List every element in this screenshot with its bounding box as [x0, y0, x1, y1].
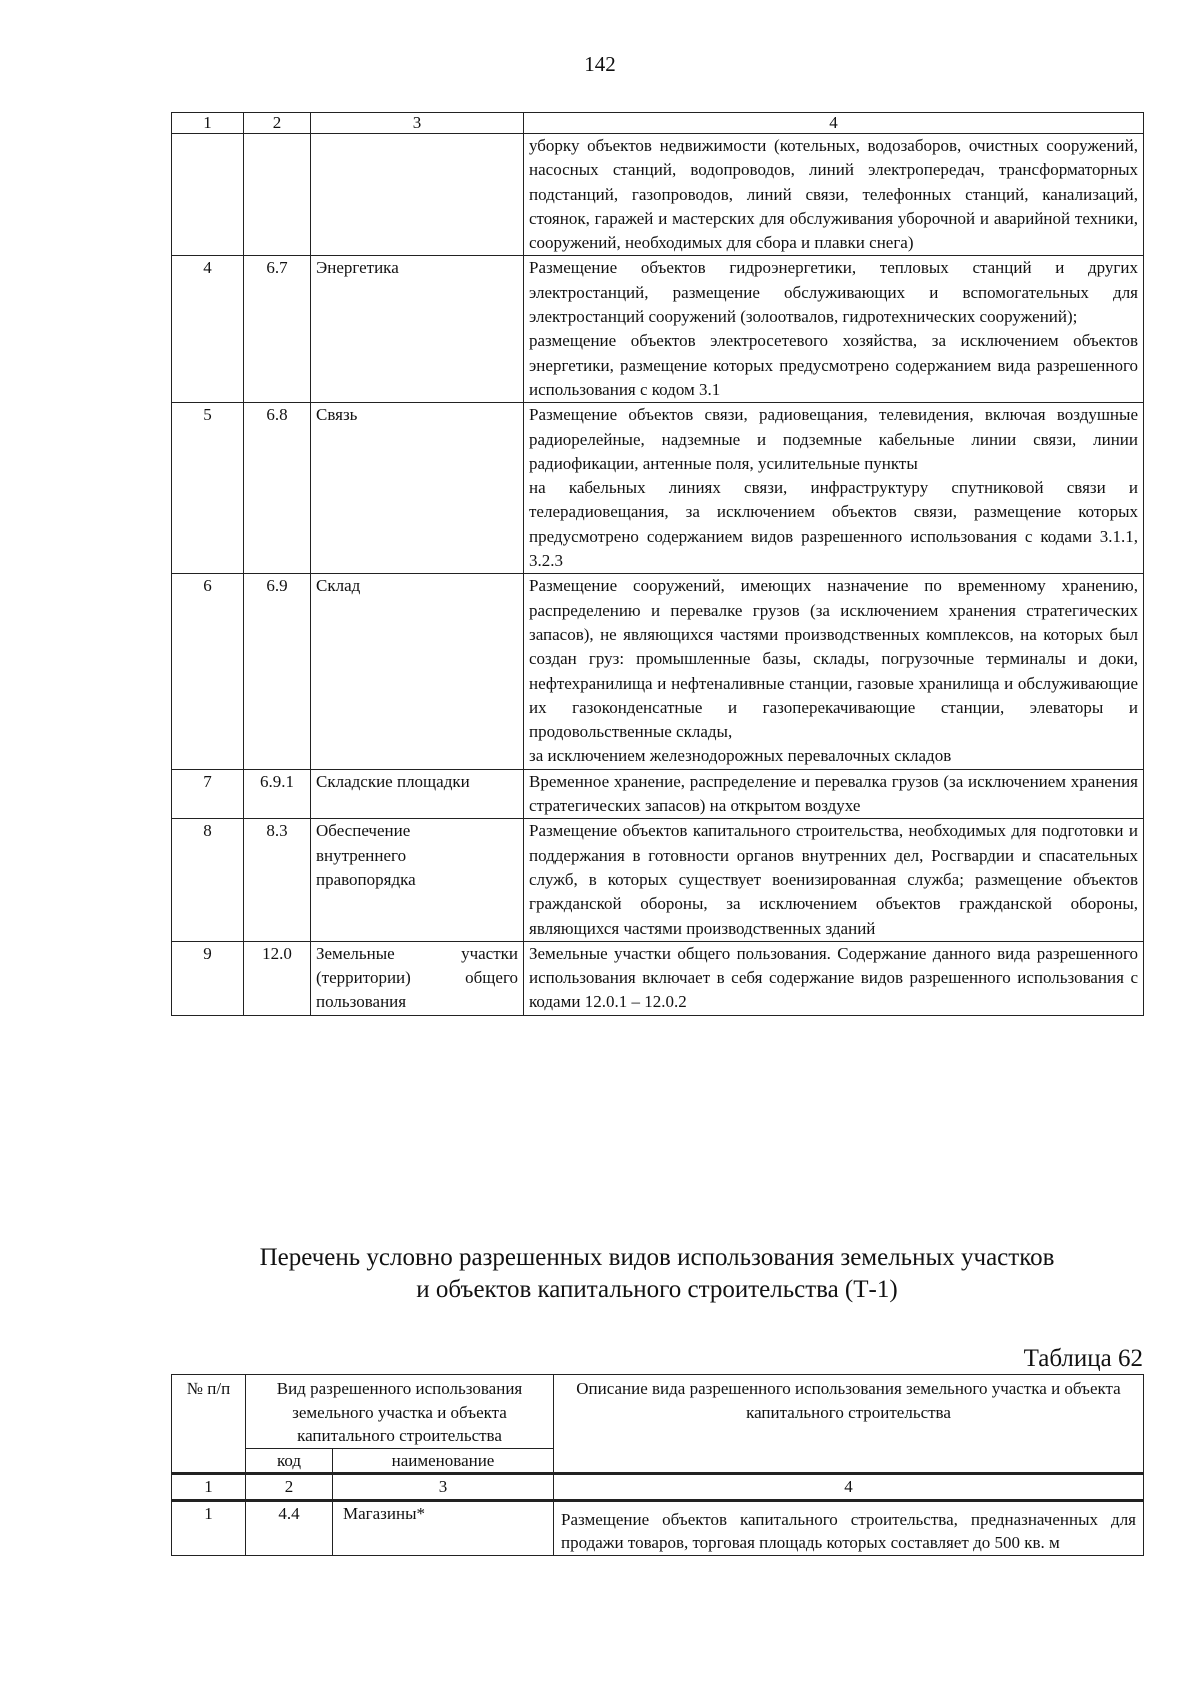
row-number — [172, 134, 244, 256]
row-description: Земельные участки общего пользования. Содержание данного вида разрешенного использования включает в себя содержание видов разрешенного использования с кодами 12.0.1 – 12.0.2 — [524, 941, 1144, 1015]
description-part: за исключением железнодорожных перевалочных складов — [529, 746, 952, 766]
land-use-table-continued — [171, 112, 1144, 1016]
row-name: Магазины* — [333, 1500, 554, 1555]
section-title-line: и объектов капитального строительства (Т-1) — [416, 1276, 898, 1303]
column-number: 3 — [311, 113, 524, 134]
row-description — [524, 574, 1144, 769]
column-number-row — [172, 113, 1144, 134]
row-description: уборку объектов недвижимости (котельных, водозаборов, очистных сооружений, насосных станций, водопроводов, линий электропередач, трансформаторных подстанций, газопроводов, линий связи, телефонных станций, канализаций, стоянок, гаражей и мастерских для обслуживания уборочной и аварийной техники, сооружений, необходимых для сбора и плавки снега) — [524, 134, 1144, 256]
table-row — [172, 941, 1144, 1015]
row-code: 6.7 — [244, 256, 311, 403]
column-number: 1 — [172, 1474, 246, 1501]
row-description: Размещение объектов капитального строительства, необходимых для подготовки и поддержания в готовности органов внутренних дел, Росгвардии и спасательных служб, в которых существует военизированная служба; размещение объектов гражданской обороны, за исключением объектов гражданской обороны, являющихся частями производственных зданий — [524, 819, 1144, 941]
section-title-line: Перечень условно разрешенных видов использования земельных участков — [259, 1244, 1055, 1271]
row-code: 6.8 — [244, 403, 311, 574]
page-number: 142 — [584, 52, 616, 76]
row-description: Временное хранение, распределение и перевалка грузов (за исключением хранения стратегических запасов) на открытом воздухе — [524, 769, 1144, 819]
description-part: размещение объектов электросетевого хозяйства, за исключением объектов энергетики, размещение которых предусмотрено содержанием вида разрешенного использования с кодом 3.1 — [529, 331, 1138, 399]
row-description: Размещение объектов капитального строительства, предназначенных для продажи товаров, торговая площадь которых составляет до 500 кв. м — [554, 1500, 1144, 1555]
table-row — [172, 819, 1144, 941]
table-row — [172, 1500, 1144, 1555]
table-row — [172, 134, 1144, 256]
header-row — [172, 1375, 1144, 1449]
section-title — [171, 1242, 1143, 1306]
table-row — [172, 403, 1144, 574]
row-name: Складские площадки — [311, 769, 524, 819]
column-number: 2 — [246, 1474, 333, 1501]
row-number: 8 — [172, 819, 244, 941]
conditional-use-table — [171, 1374, 1144, 1556]
row-number: 7 — [172, 769, 244, 819]
description-part: на кабельных линиях связи, инфраструктуру спутниковой связи и телерадиовещания, за исключением объектов связи, размещение которых предусмотрено содержанием видов разрешенного использования с кодами 3.1.1, 3.2.3 — [529, 478, 1138, 571]
row-code — [244, 134, 311, 256]
table-row — [172, 256, 1144, 403]
row-name: Склад — [311, 574, 524, 769]
row-name: Связь — [311, 403, 524, 574]
column-number: 2 — [244, 113, 311, 134]
description-part: Размещение сооружений, имеющих назначение по временному хранению, распределению и перевалке грузов (за исключением хранения стратегических запасов), не являющихся частями производственных комплексов, на которых был создан груз: промышленные базы, склады, погрузочные терминалы и доки, нефтехранилища и нефтеналивные станции, газовые хранилища и обслуживающие их газоконденсатные и газоперекачивающие станции, элеваторы и продовольственные склады, — [529, 576, 1138, 742]
header-use-kind: Вид разрешенного использования земельного участка и объекта капитального строительства — [246, 1375, 554, 1449]
row-name: Обеспечение внутреннего правопорядка — [311, 819, 524, 941]
row-code: 4.4 — [246, 1500, 333, 1555]
row-number: 1 — [172, 1500, 246, 1555]
row-name: Земельные участки (территории) общего пользования — [311, 941, 524, 1015]
description-part: Размещение объектов гидроэнергетики, тепловых станций и других электростанций, размещение обслуживающих и вспомогательных для электростанций сооружений (золоотвалов, гидротехнических сооружений); — [529, 258, 1138, 327]
row-code: 6.9 — [244, 574, 311, 769]
column-number: 1 — [172, 113, 244, 134]
row-name — [311, 134, 524, 256]
column-number: 4 — [554, 1474, 1144, 1501]
column-number-row — [172, 1474, 1144, 1501]
row-number: 9 — [172, 941, 244, 1015]
column-number: 4 — [524, 113, 1144, 134]
table-row — [172, 769, 1144, 819]
row-description — [524, 256, 1144, 403]
header-code: код — [246, 1448, 333, 1474]
table-caption: Таблица 62 — [1023, 1345, 1143, 1372]
header-row-number: № п/п — [172, 1375, 246, 1474]
row-code: 6.9.1 — [244, 769, 311, 819]
row-name: Энергетика — [311, 256, 524, 403]
header-name: наименование — [333, 1448, 554, 1474]
table-row — [172, 574, 1144, 769]
row-number: 4 — [172, 256, 244, 403]
header-description: Описание вида разрешенного использования земельного участка и объекта капитального строительства — [554, 1375, 1144, 1474]
description-part: Размещение объектов связи, радиовещания, телевидения, включая воздушные радиорелейные, надземные и подземные кабельные линии связи, линии радиофикации, антенные поля, усилительные пункты — [529, 405, 1138, 473]
row-code: 12.0 — [244, 941, 311, 1015]
row-number: 5 — [172, 403, 244, 574]
column-number: 3 — [333, 1474, 554, 1501]
row-number: 6 — [172, 574, 244, 769]
row-code: 8.3 — [244, 819, 311, 941]
row-description — [524, 403, 1144, 574]
